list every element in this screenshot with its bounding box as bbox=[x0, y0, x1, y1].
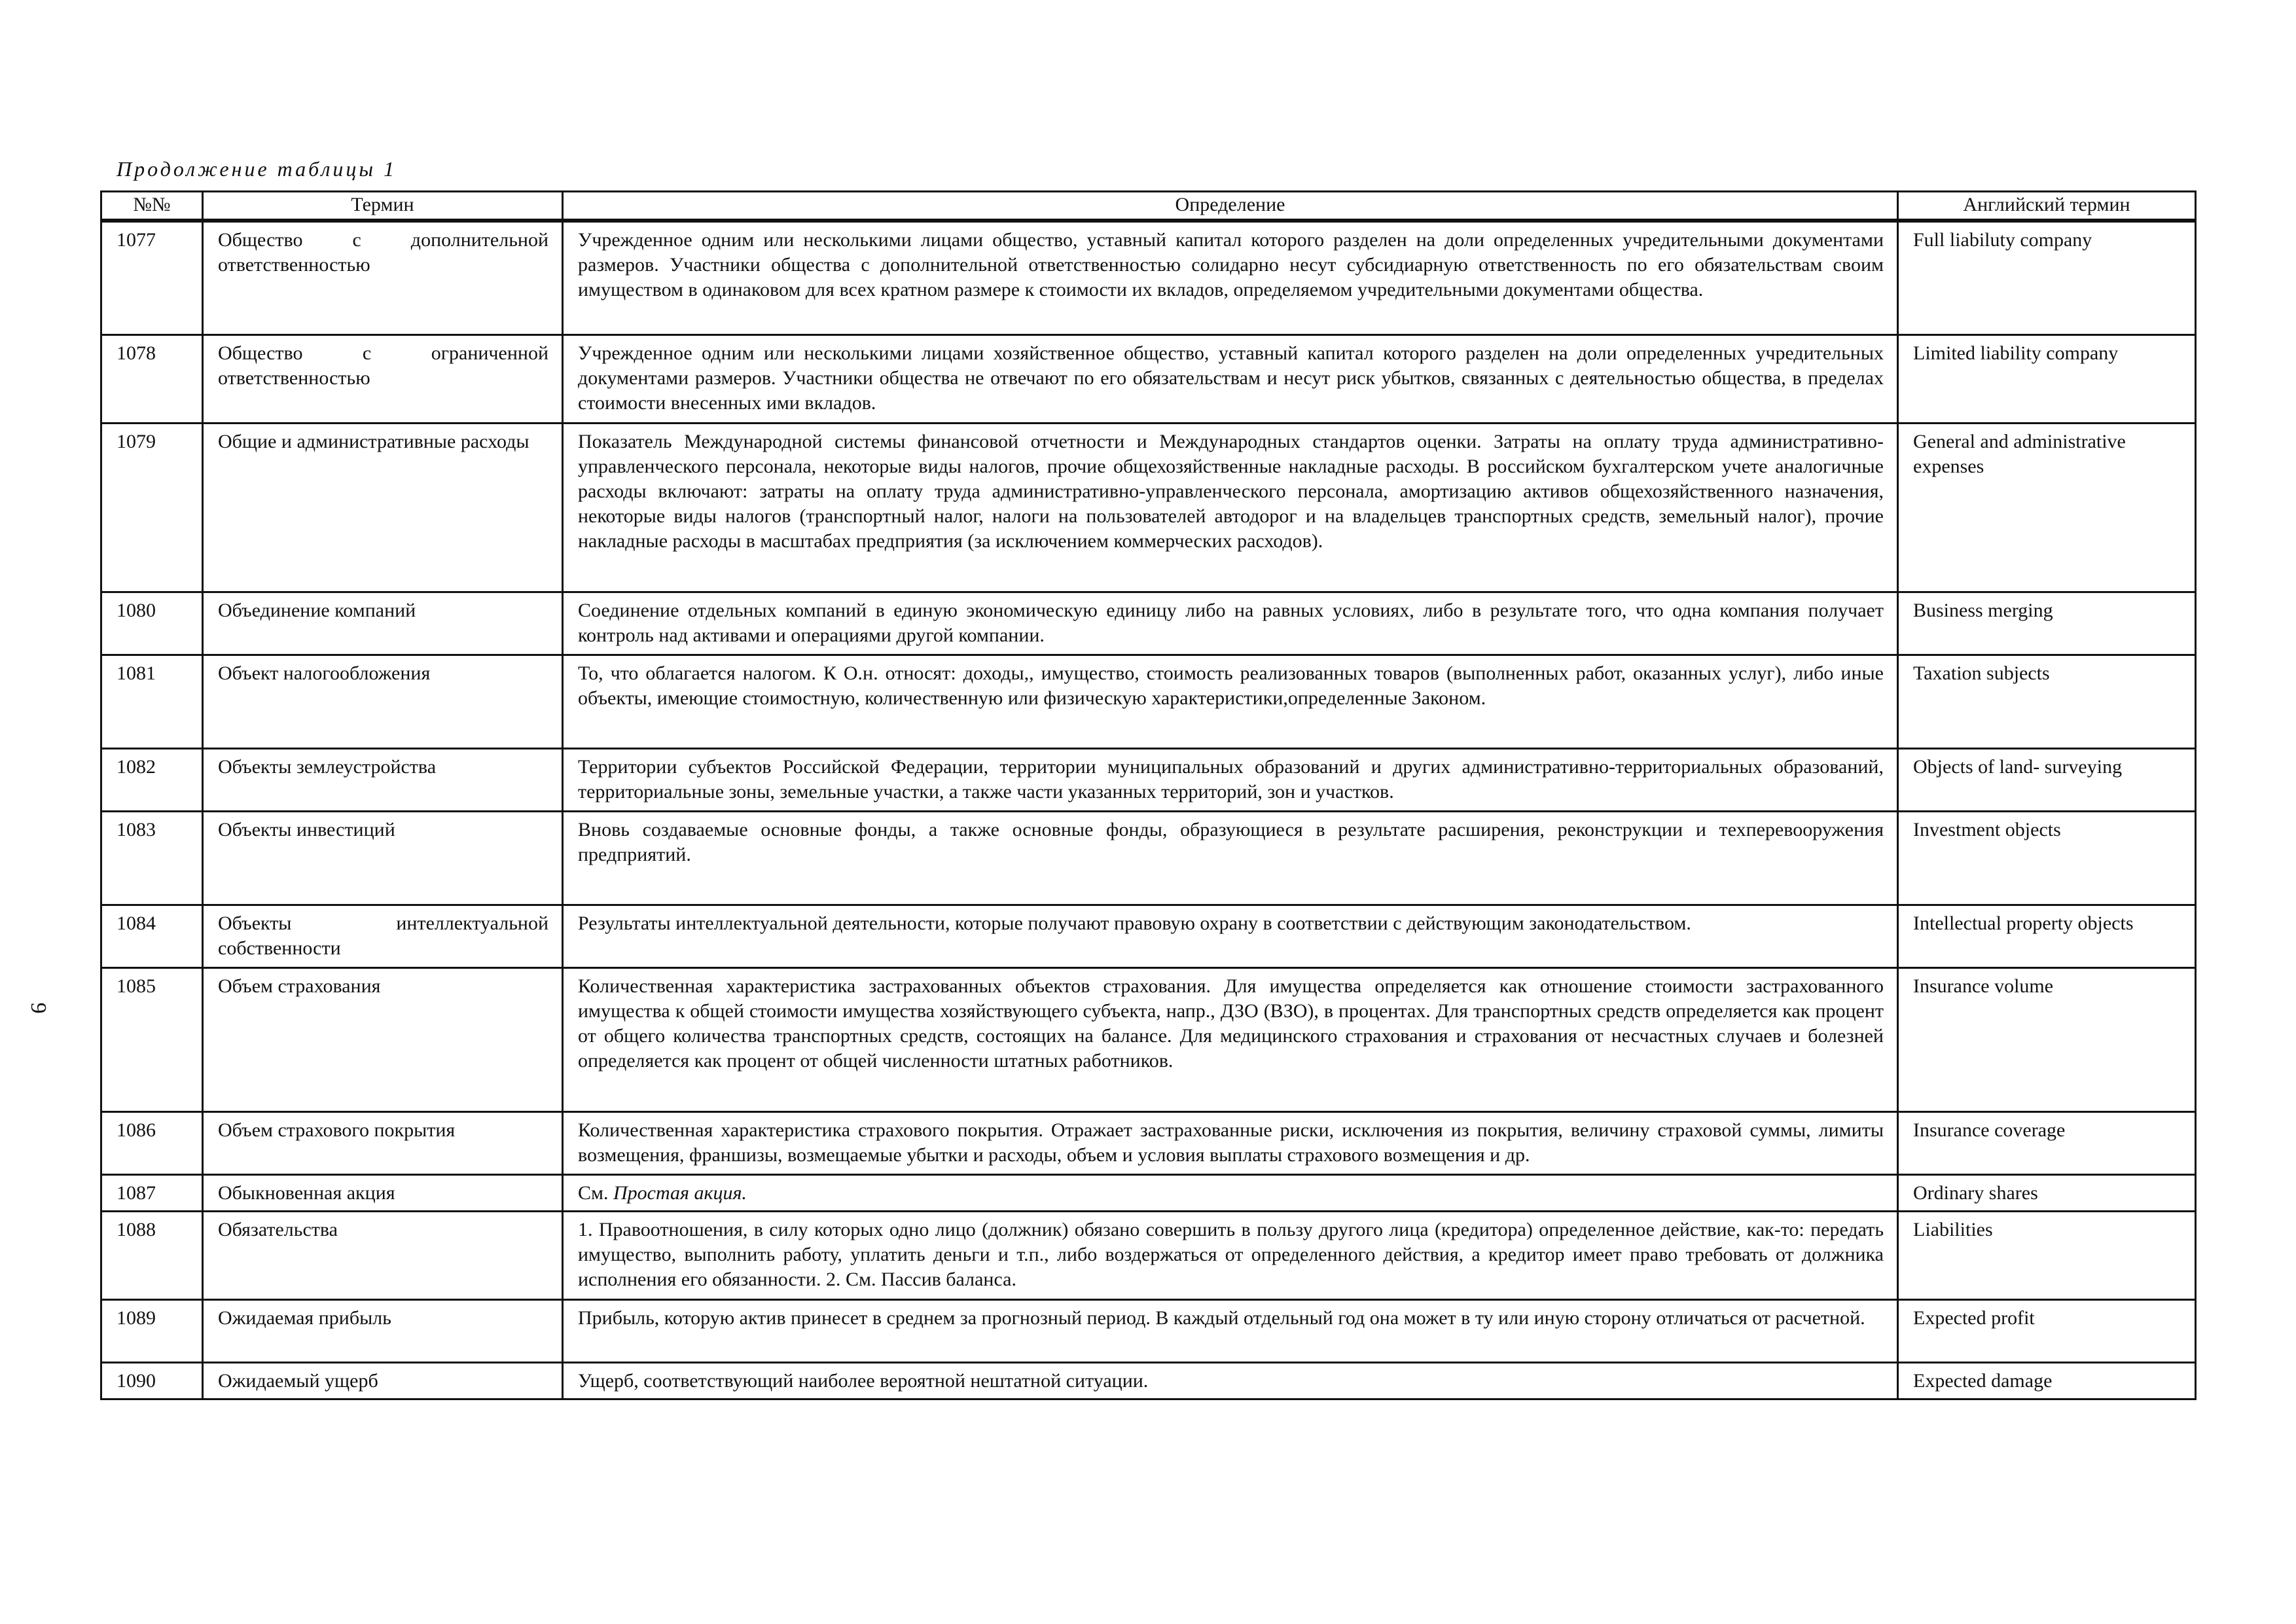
row-term: Объекты инвестиций bbox=[203, 811, 563, 905]
row-term: Объединение компаний bbox=[203, 592, 563, 655]
row-english-term: Ordinary shares bbox=[1898, 1174, 2196, 1211]
row-number: 1089 bbox=[101, 1299, 203, 1362]
row-definition: То, что облагается налогом. К О.н. относят: доходы,, имущество, стоимость реализованных товаров (выполненных работ, оказанных услуг), либо иные объекты, имеющие стоимостную, количественную или физическую характеристики,определенные Законом. bbox=[563, 655, 1898, 748]
row-definition: Ущерб, соответствующий наиболее вероятной нештатной ситуации. bbox=[563, 1362, 1898, 1399]
row-definition: Результаты интеллектуальной деятельности, которые получают правовую охрану в соответствии с действующим законодательством. bbox=[563, 905, 1898, 967]
table-row bbox=[101, 334, 2196, 423]
row-definition: Прибыль, которую актив принесет в среднем за прогнозный период. В каждый отдельный год она может в ту или иную сторону отличаться от расчетной. bbox=[563, 1299, 1898, 1362]
table-caption: Продолжение таблицы 1 bbox=[117, 157, 397, 181]
table-row bbox=[101, 1211, 2196, 1299]
row-number: 1077 bbox=[101, 221, 203, 334]
definition-cross-reference: Простая акция. bbox=[613, 1182, 747, 1204]
row-number: 1087 bbox=[101, 1174, 203, 1211]
row-term: Объекты землеустройства bbox=[203, 748, 563, 811]
row-term: Объем страхового покрытия bbox=[203, 1111, 563, 1174]
table-row bbox=[101, 592, 2196, 655]
table-row bbox=[101, 655, 2196, 748]
table-row bbox=[101, 1111, 2196, 1174]
row-english-term: Full liabiluty company bbox=[1898, 221, 2196, 334]
header-num: №№ bbox=[101, 192, 203, 221]
table-row bbox=[101, 811, 2196, 905]
header-term: Термин bbox=[203, 192, 563, 221]
table-header bbox=[101, 192, 2196, 221]
row-english-term: Liabilities bbox=[1898, 1211, 2196, 1299]
row-definition: Территории субъектов Российской Федерации, территории муниципальных образований и других административно-территориальных образований, территориальные зоны, земельные участки, а также части указанных территорий, зон и участков. bbox=[563, 748, 1898, 811]
row-english-term: Insurance coverage bbox=[1898, 1111, 2196, 1174]
header-english: Английский термин bbox=[1898, 192, 2196, 221]
header-definition: Определение bbox=[563, 192, 1898, 221]
table-row bbox=[101, 221, 2196, 334]
row-definition: Количественная характеристика страхового покрытия. Отражает застрахованные риски, исключения из покрытия, величину страховой суммы, лимиты возмещения, франшизы, возмещаемые убытки и расходы, объем и условия выплаты страхового возмещения и др. bbox=[563, 1111, 1898, 1174]
row-term: Объекты интеллектуальной собственности bbox=[203, 905, 563, 967]
row-number: 1083 bbox=[101, 811, 203, 905]
row-term: Ожидаемый ущерб bbox=[203, 1362, 563, 1399]
row-english-term: Objects of land- surveying bbox=[1898, 748, 2196, 811]
table-row bbox=[101, 1299, 2196, 1362]
row-english-term: Intellectual property objects bbox=[1898, 905, 2196, 967]
row-definition: Показатель Международной системы финансовой отчетности и Международных стандартов оценки. Затраты на оплату труда административно-управленческого персонала, некоторые виды налогов, прочие общехозяйственные накладные расходы. В российском бухгалтерском учете аналогичные расходы включают: затраты на оплату труда административно-управленческого персонала, амортизацию активов общехозяйственного назначения, некоторые виды налогов (транспортный налог, налоги на пользователей автодорог и на владельцев транспортных средств, земельный налог), прочие накладные расходы в масштабах предприятия (за исключением коммерческих расходов). bbox=[563, 423, 1898, 592]
row-term: Обязательства bbox=[203, 1211, 563, 1299]
row-english-term: Taxation subjects bbox=[1898, 655, 2196, 748]
row-english-term: Expected profit bbox=[1898, 1299, 2196, 1362]
row-english-term: Expected damage bbox=[1898, 1362, 2196, 1399]
row-number: 1090 bbox=[101, 1362, 203, 1399]
row-number: 1084 bbox=[101, 905, 203, 967]
row-number: 1088 bbox=[101, 1211, 203, 1299]
table-row bbox=[101, 967, 2196, 1111]
row-number: 1080 bbox=[101, 592, 203, 655]
page-number: 9 bbox=[26, 1002, 50, 1014]
table-body bbox=[101, 221, 2196, 1399]
row-number: 1081 bbox=[101, 655, 203, 748]
row-term: Обыкновенная акция bbox=[203, 1174, 563, 1211]
row-number: 1082 bbox=[101, 748, 203, 811]
row-english-term: Business merging bbox=[1898, 592, 2196, 655]
table-row bbox=[101, 1362, 2196, 1399]
row-definition: 1. Правоотношения, в силу которых одно лицо (должник) обязано совершить в пользу другого лица (кредитора) определенное действие, как-то: передать имущество, выполнить работу, уплатить деньги и т.п., либо воздержаться от определенного действия, а кредитор имеет право требовать от должника исполнения его обязанности. 2. См. Пассив баланса. bbox=[563, 1211, 1898, 1299]
row-english-term: Limited liability company bbox=[1898, 334, 2196, 423]
row-definition: Соединение отдельных компаний в единую экономическую единицу либо на равных условиях, либо в результате того, что одна компания получает контроль над активами и операциями другой компании. bbox=[563, 592, 1898, 655]
row-term: Общество с ограниченной ответственностью bbox=[203, 334, 563, 423]
definition-see-prefix: См. bbox=[578, 1182, 609, 1204]
row-term: Ожидаемая прибыль bbox=[203, 1299, 563, 1362]
row-definition: Учрежденное одним или несколькими лицами хозяйственное общество, уставный капитал которого разделен на доли определенных учредительных документами размеров. Участники общества не отвечают по его обязательствам и несут риск убытков, связанных с деятельностью общества, в пределах стоимости внесенных ими вкладов. bbox=[563, 334, 1898, 423]
row-number: 1078 bbox=[101, 334, 203, 423]
row-english-term: Insurance volume bbox=[1898, 967, 2196, 1111]
row-definition: Учрежденное одним или несколькими лицами общество, уставный капитал которого разделен на доли определенных учредительными документами размеров. Участники общества с дополнительной ответственностью солидарно несут субсидиарную ответственность по его обязательствам своим имуществом в одинаковом для всех кратном размере к стоимости их вкладов, определяемом учредительными документами общества. bbox=[563, 221, 1898, 334]
row-term: Общество с дополнительной ответственностью bbox=[203, 221, 563, 334]
table-row bbox=[101, 905, 2196, 967]
glossary-table bbox=[100, 190, 2197, 1400]
table-row bbox=[101, 423, 2196, 592]
row-term: Объем страхования bbox=[203, 967, 563, 1111]
row-english-term: General and administrative expenses bbox=[1898, 423, 2196, 592]
row-number: 1079 bbox=[101, 423, 203, 592]
row-number: 1085 bbox=[101, 967, 203, 1111]
row-definition: Вновь создаваемые основные фонды, а также основные фонды, образующиеся в результате расширения, реконструкции и техперевооружения предприятий. bbox=[563, 811, 1898, 905]
row-term: Общие и административные расходы bbox=[203, 423, 563, 592]
row-english-term: Investment objects bbox=[1898, 811, 2196, 905]
row-definition: Количественная характеристика застрахованных объектов страхования. Для имущества определяется как отношение стоимости застрахованного имущества к общей стоимости имущества хозяйствующего субъекта, напр., ДЗО (ВЗО), в процентах. Для транспортных средств определяется как процент от общего количества транспортных средств, состоящих на балансе. Для медицинского страхования и страхования от несчастных случаев и болезней определяется как процент от общей численности штатных работников. bbox=[563, 967, 1898, 1111]
table-row bbox=[101, 1174, 2196, 1211]
table-row bbox=[101, 748, 2196, 811]
row-number: 1086 bbox=[101, 1111, 203, 1174]
header-row bbox=[101, 192, 2196, 221]
row-term: Объект налогообложения bbox=[203, 655, 563, 748]
row-definition bbox=[563, 1174, 1898, 1211]
